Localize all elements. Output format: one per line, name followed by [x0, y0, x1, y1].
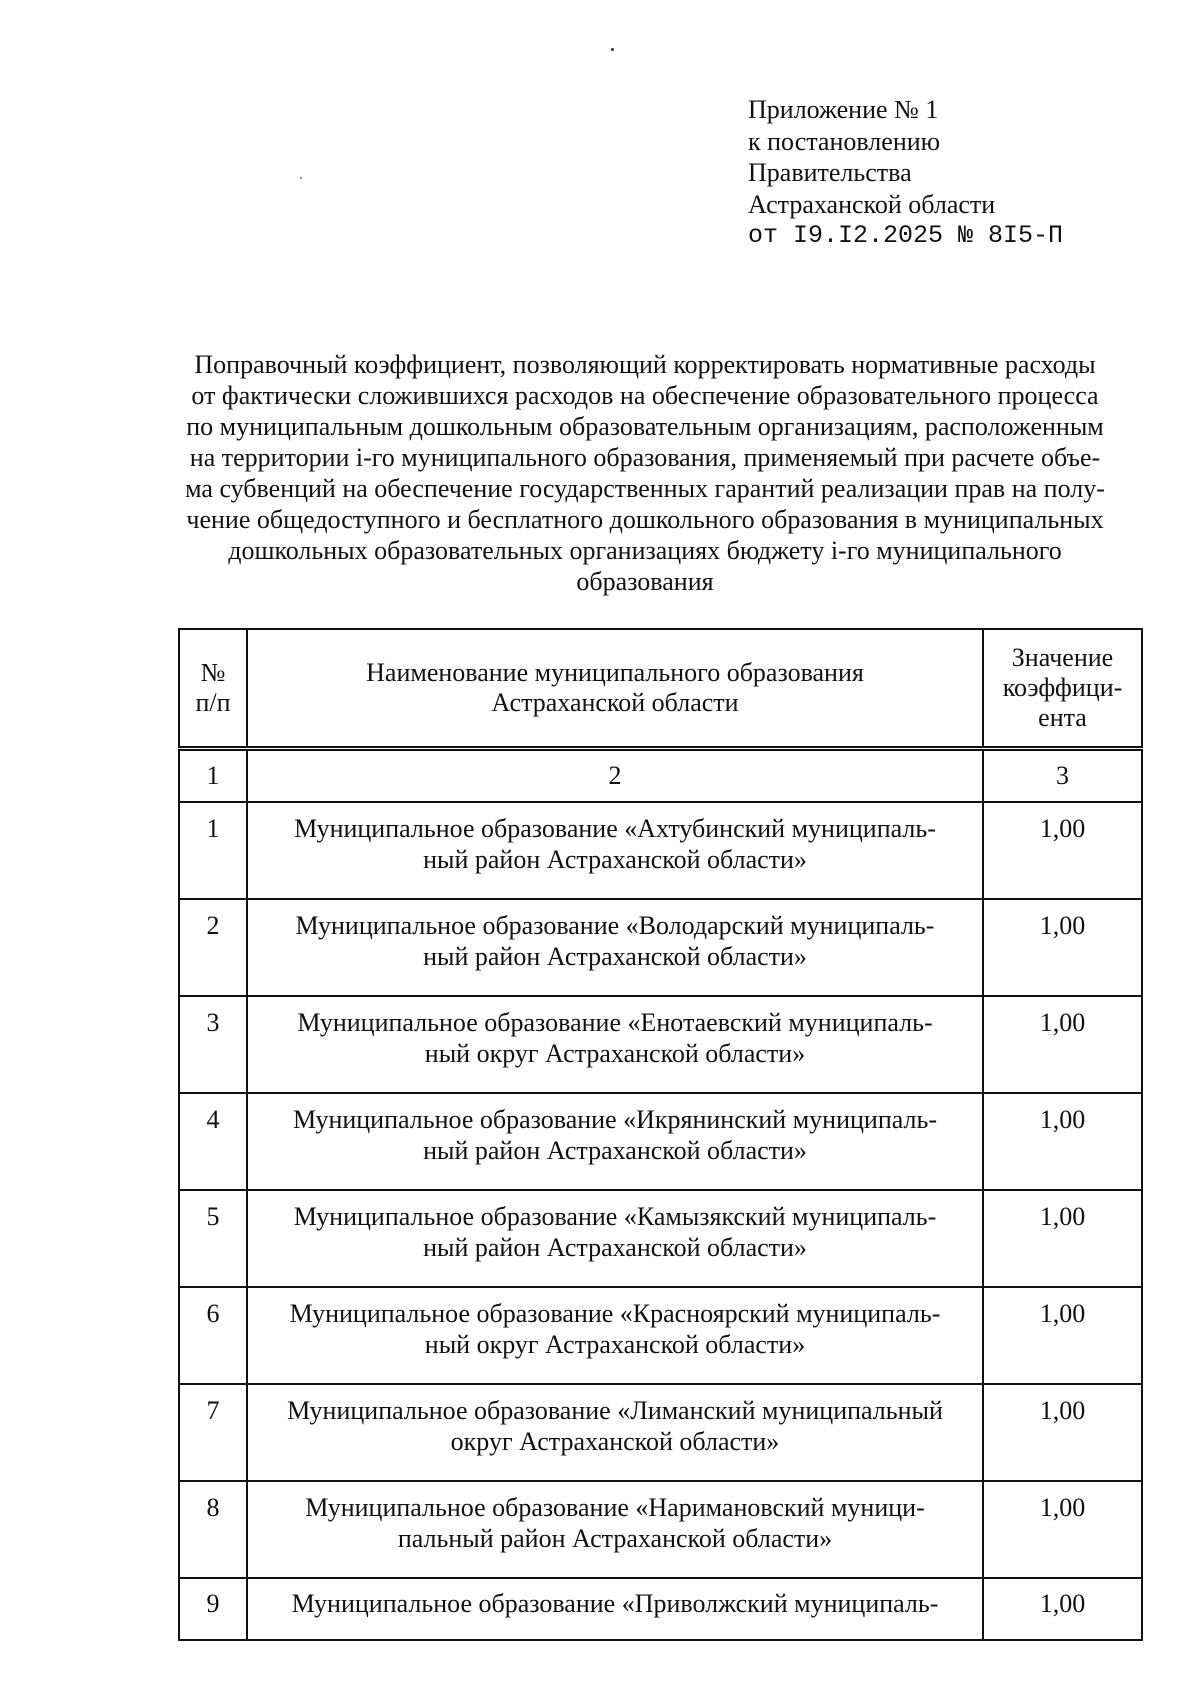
row-name: Муниципальное образование «Икрянинский муниципаль- ный район Астраханской области» [247, 1093, 983, 1190]
table-row [179, 996, 1142, 1093]
table-row [179, 1190, 1142, 1287]
row-name: Муниципальное образование «Наримановский муници- пальный район Астраханской области» [247, 1481, 983, 1578]
row-number: 5 [179, 1190, 247, 1287]
heading-line: ма субвенций на обеспечение государственных гарантий реализации прав на полу- [185, 474, 1105, 503]
row-value: 1,00 [983, 996, 1142, 1093]
row-number: 8 [179, 1481, 247, 1578]
column-index-row [179, 749, 1142, 803]
row-name: Муниципальное образование «Енотаевский муниципаль- ный округ Астраханской области» [247, 996, 983, 1093]
appendix-line: к постановлению [748, 126, 941, 156]
row-name: Муниципальное образование «Володарский муниципаль- ный район Астраханской области» [247, 899, 983, 996]
table-row [179, 802, 1142, 899]
row-value: 1,00 [983, 1190, 1142, 1287]
row-number: 4 [179, 1093, 247, 1190]
row-value: 1,00 [983, 1481, 1142, 1578]
table-row [179, 1093, 1142, 1190]
row-value: 1,00 [983, 1578, 1142, 1640]
row-number: 1 [179, 802, 247, 899]
header-number: № п/п [179, 629, 247, 749]
heading-line: на территории i-го муниципального образования, применяемый при расчете объе- [189, 443, 1101, 472]
coefficient-table [178, 628, 1143, 1641]
heading-line: дошкольных образовательных организациях бюджету i-го муниципального [228, 536, 1062, 565]
heading-line: по муниципальным дошкольным образовательным организациям, расположенным [186, 412, 1104, 441]
appendix-line: Астраханской области [748, 189, 996, 219]
heading-line: образования [576, 567, 714, 596]
row-value: 1,00 [983, 1093, 1142, 1190]
appendix-line: Правительства [748, 158, 912, 187]
row-value: 1,00 [983, 1287, 1142, 1384]
appendix-date-number: от I9.I2.2025 № 8I5-П [748, 221, 1064, 250]
appendix-block [748, 94, 1063, 252]
scan-speck [611, 48, 614, 51]
column-index: 2 [247, 749, 983, 803]
row-number: 3 [179, 996, 247, 1093]
row-value: 1,00 [983, 802, 1142, 899]
header-name: Наименование муниципального образования Астраханской области [247, 629, 983, 749]
row-name: Муниципальное образование «Камызякский муниципаль- ный район Астраханской области» [247, 1190, 983, 1287]
table-row [179, 1481, 1142, 1578]
row-number: 2 [179, 899, 247, 996]
table-header-row [179, 629, 1142, 749]
table-row [179, 1287, 1142, 1384]
row-number: 7 [179, 1384, 247, 1481]
appendix-line: Приложение № 1 [748, 95, 939, 124]
table-row [179, 1578, 1142, 1640]
row-value: 1,00 [983, 1384, 1142, 1481]
row-name: Муниципальное образование «Красноярский муниципаль- ный округ Астраханской области» [247, 1287, 983, 1384]
table-row [179, 1384, 1142, 1481]
row-number: 9 [179, 1578, 247, 1640]
row-name: Муниципальное образование «Приволжский муниципаль- [247, 1578, 983, 1640]
heading-line: чение общедоступного и бесплатного дошкольного образования в муниципальных [186, 505, 1104, 534]
scan-speck [300, 177, 302, 179]
heading-line: от фактически сложившихся расходов на обеспечение образовательного процесса [191, 381, 1099, 410]
document-heading [150, 349, 1140, 597]
row-number: 6 [179, 1287, 247, 1384]
row-name: Муниципальное образование «Лиманский муниципальный округ Астраханской области» [247, 1384, 983, 1481]
heading-line: Поправочный коэффициент, позволяющий корректировать нормативные расходы [194, 350, 1096, 379]
header-value: Значение коэффици- ента [983, 629, 1142, 749]
column-index: 1 [179, 749, 247, 803]
row-name: Муниципальное образование «Ахтубинский муниципаль- ный район Астраханской области» [247, 802, 983, 899]
row-value: 1,00 [983, 899, 1142, 996]
column-index: 3 [983, 749, 1142, 803]
table-row [179, 899, 1142, 996]
